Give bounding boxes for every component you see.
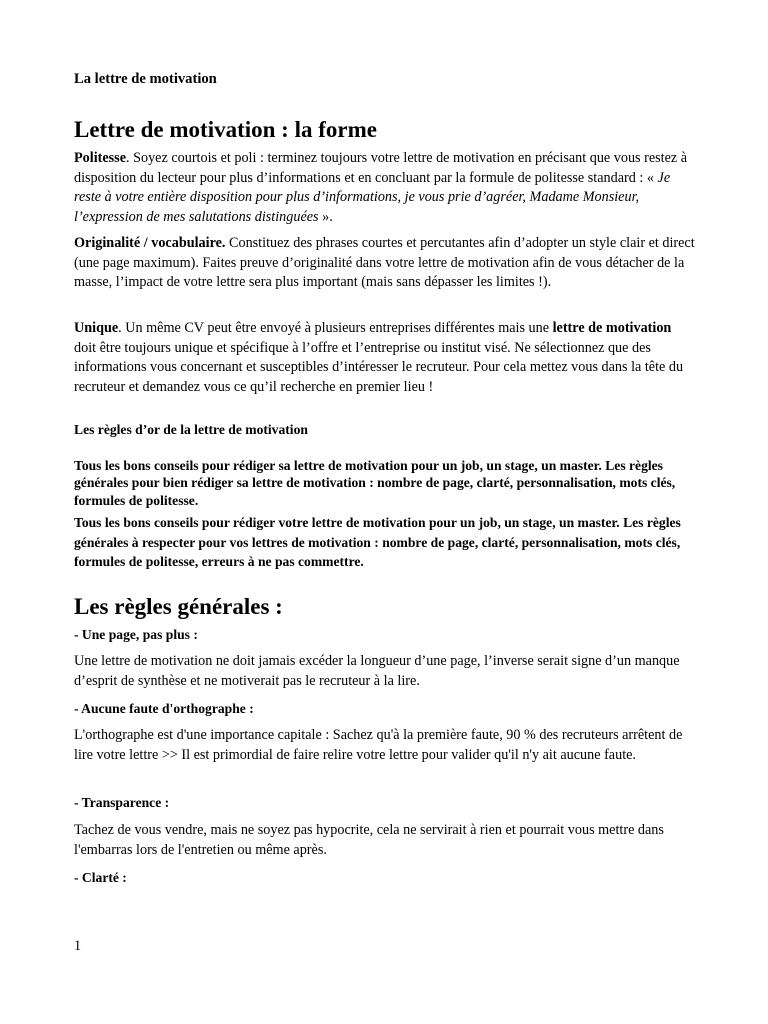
paragraph-originalite xyxy=(74,234,696,293)
politesse-label: Politesse xyxy=(74,150,127,166)
section-heading-regles: Les règles générales : xyxy=(74,594,283,619)
unique-label: Unique xyxy=(74,320,119,336)
bold-paragraph-1: Tous les bons conseils pour rédiger sa lettre de motivation pour un job, un stage, un master. Les règles générales pour bien rédiger sa lettre de motivation : nombre de page, clarté, personnalisation, mots clés, formules de politesse. xyxy=(74,458,676,508)
politesse-quote: Je reste à votre entière disposition pour plus d’informations, je vous prie d’agréer, Madame Monsieur, l’expression de mes salutations distinguées xyxy=(74,169,671,225)
page-number: 1 xyxy=(74,938,82,954)
subheading-transparence: - Transparence : xyxy=(74,795,170,810)
unique-text-1: . Un même CV peut être envoyé à plusieurs entreprises différentes mais une xyxy=(118,320,553,336)
originalite-text: Constituez des phrases courtes et percutantes afin d’adopter un style clair et direct (une page maximum). Faites preuve d’originalité dans votre lettre de motivation afin de vous détacher de la masse, l’impact de votre lettre sera plus important (mais sans dépasser les limites !). xyxy=(74,235,695,291)
paragraph-une-page: Une lettre de motivation ne doit jamais excéder la longueur d’une page, l’inverse serait signe d’un manque d’esprit de synthèse et ne motiverait pas le recruteur à la lire. xyxy=(74,653,680,689)
subheading-une-page: - Une page, pas plus : xyxy=(74,627,198,642)
paragraph-orthographe: L'orthographe est d'une importance capitale : Sachez qu'à la première faute, 90 % des recruteurs arrêtent de lire votre lettre >> Il est primordial de faire relire votre lettre pour valider qu'il n'y ait aucune faute. xyxy=(74,727,683,763)
regles-or-heading: Les règles d’or de la lettre de motivation xyxy=(74,422,308,437)
subheading-orthographe: - Aucune faute d'orthographe : xyxy=(74,701,254,716)
paragraph-transparence: Tachez de vous vendre, mais ne soyez pas hypocrite, cela ne servirait à rien et pourrait vous mettre dans l'embarras lors de l'entretien ou même après. xyxy=(74,822,664,858)
bold-paragraph-2: Tous les bons conseils pour rédiger votre lettre de motivation pour un job, un stage, un master. Les règles générales à respecter pour vos lettres de motivation : nombre de page, clarté, personnalisation, mots clés, formules de politesse, erreurs à ne pas commettre. xyxy=(74,515,681,570)
originalite-label: Originalité / vocabulaire. xyxy=(74,235,226,251)
section-heading-forme: Lettre de motivation : la forme xyxy=(74,117,377,142)
paragraph-unique xyxy=(74,319,696,397)
unique-text-2: doit être toujours unique et spécifique à l’offre et l’entreprise ou institut visé. Ne sélectionnez que des informations vous concernant et susceptibles d’intéresser le recruteur. Pour cela mettez vous dans la tête du recruteur et demandez vous ce qu’il recherche en premier lieu ! xyxy=(74,339,684,395)
paragraph-politesse xyxy=(74,149,696,227)
document-title: La lettre de motivation xyxy=(74,71,217,87)
politesse-text: . Soyez courtois et poli : terminez toujours votre lettre de motivation en précisant que vous restez à disposition du lecteur pour plus d’informations et en concluant par la formule de politesse standard : « xyxy=(74,150,688,186)
unique-bold: lettre de motivation xyxy=(552,320,672,336)
subheading-clarte: - Clarté : xyxy=(74,870,127,885)
politesse-end: ». xyxy=(318,208,333,225)
